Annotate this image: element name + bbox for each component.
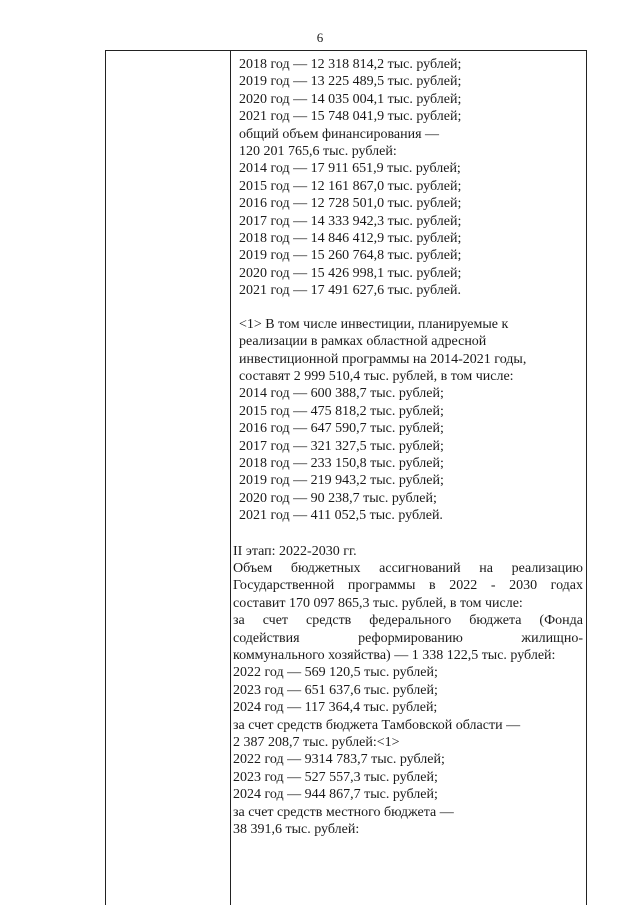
text-line: Объем бюджетных ассигнований на реализацию xyxy=(233,560,583,576)
column-divider xyxy=(230,51,231,905)
text-line: 2 387 208,7 тыс. рублей:<1> xyxy=(233,735,400,751)
text-line: инвестиционной программы на 2014-2021 годы, xyxy=(239,351,527,367)
footnote-investments-block xyxy=(233,316,583,525)
text-line: составит 170 097 865,3 тыс. рублей, в том числе: xyxy=(233,595,523,611)
text-line: <1> В том числе инвестиции, планируемые к xyxy=(239,316,509,332)
text-line: содействия реформированию жилищно- xyxy=(233,630,583,646)
text-line: 2018 год — 12 318 814,2 тыс. рублей; xyxy=(239,57,462,72)
text-line: 2016 год — 12 728 501,0 тыс. рублей; xyxy=(239,196,462,212)
text-line: 2023 год — 527 557,3 тыс. рублей; xyxy=(233,769,438,785)
text-line: реализации в рамках областной адресной xyxy=(239,334,487,350)
text-line: 2014 год — 17 911 651,9 тыс. рублей; xyxy=(239,161,461,177)
page-number: 6 xyxy=(316,30,324,45)
text-line: 2015 год — 12 161 867,0 тыс. рублей; xyxy=(239,178,462,194)
text-line: 2018 год — 233 150,8 тыс. рублей; xyxy=(239,455,444,471)
text-line: 2023 год — 651 637,6 тыс. рублей; xyxy=(233,682,438,698)
text-line: 2019 год — 15 260 764,8 тыс. рублей; xyxy=(239,248,462,264)
text-line: 2017 год — 321 327,5 тыс. рублей; xyxy=(239,438,444,454)
text-line: Государственной программы в 2022 - 2030 годах xyxy=(233,578,583,594)
text-line: 2019 год — 219 943,2 тыс. рублей; xyxy=(239,473,444,489)
financing-block-2014-2021 xyxy=(233,56,583,300)
text-line: 2021 год — 411 052,5 тыс. рублей. xyxy=(239,508,443,524)
text-line: 2020 год — 90 238,7 тыс. рублей; xyxy=(239,490,437,506)
text-line: 2016 год — 647 590,7 тыс. рублей; xyxy=(239,421,444,437)
text-line: за счет средств федерального бюджета (Фонда xyxy=(233,613,583,629)
text-line: общий объем финансирования — xyxy=(239,126,440,142)
text-line: коммунального хозяйства) — 1 338 122,5 тыс. рублей: xyxy=(233,648,556,663)
document-table xyxy=(105,50,587,905)
text-line: 2021 год — 15 748 041,9 тыс. рублей; xyxy=(239,109,462,125)
text-line: 38 391,6 тыс. рублей: xyxy=(233,822,360,838)
text-line: 2015 год — 475 818,2 тыс. рублей; xyxy=(239,403,444,419)
table-right-cell xyxy=(233,56,583,838)
text-line: 2022 год — 9314 783,7 тыс. рублей; xyxy=(233,752,445,768)
text-line: 2024 год — 117 364,4 тыс. рублей; xyxy=(233,700,438,716)
text-line: 2022 год — 569 120,5 тыс. рублей; xyxy=(233,665,438,681)
stage-two-block xyxy=(233,543,583,839)
text-line: за счет средств бюджета Тамбовской области — xyxy=(233,717,521,733)
stage-heading: II этап: 2022-2030 гг. xyxy=(233,543,357,559)
text-line: составят 2 999 510,4 тыс. рублей, в том числе: xyxy=(239,368,514,384)
text-line: 2019 год — 13 225 489,5 тыс. рублей; xyxy=(239,74,462,90)
text-line: 2024 год — 944 867,7 тыс. рублей; xyxy=(233,787,438,803)
text-line: 2018 год — 14 846 412,9 тыс. рублей; xyxy=(239,231,462,247)
text-line: 2020 год — 15 426 998,1 тыс. рублей; xyxy=(239,265,462,281)
text-line: 2020 год — 14 035 004,1 тыс. рублей; xyxy=(239,91,462,107)
text-line: 2014 год — 600 388,7 тыс. рублей; xyxy=(239,386,444,402)
text-line: за счет средств местного бюджета — xyxy=(233,804,454,820)
text-line: 2021 год — 17 491 627,6 тыс. рублей. xyxy=(239,283,461,299)
text-line: 2017 год — 14 333 942,3 тыс. рублей; xyxy=(239,213,462,229)
text-line: 120 201 765,6 тыс. рублей: xyxy=(239,144,397,160)
